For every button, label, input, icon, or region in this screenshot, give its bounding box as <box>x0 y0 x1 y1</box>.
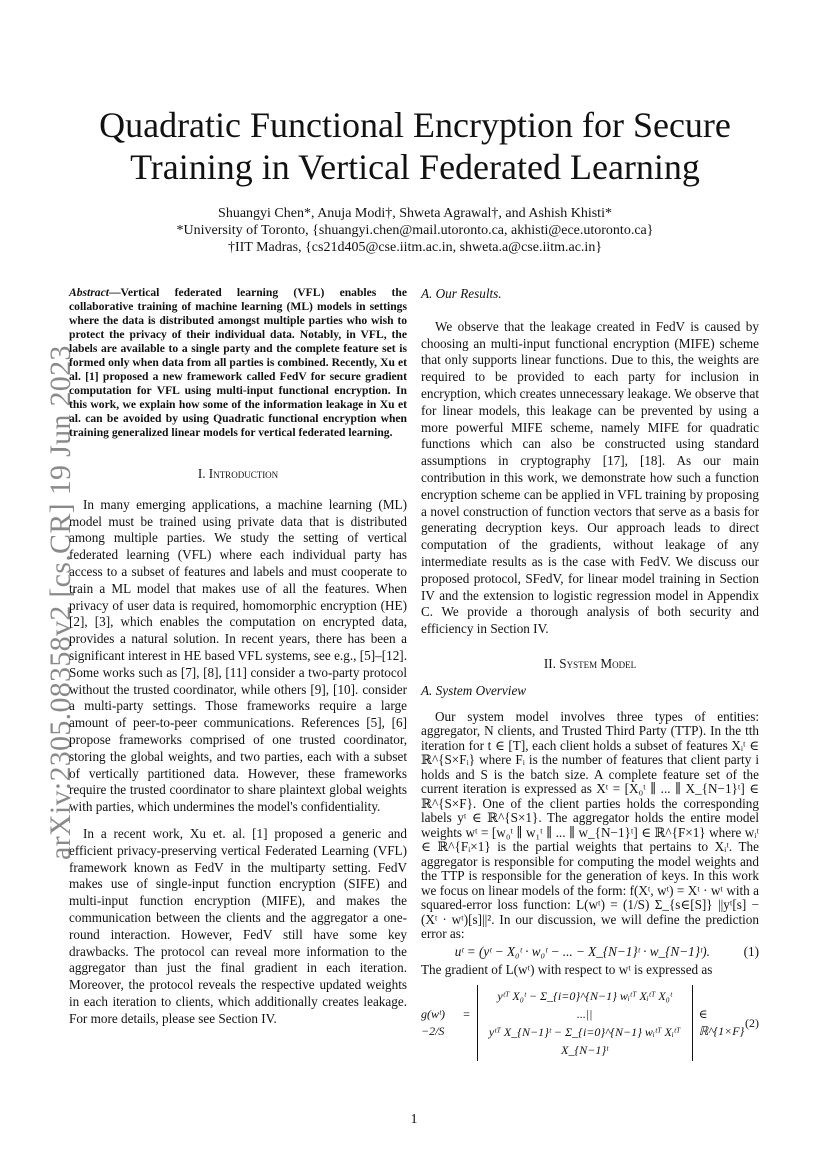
subsection-system-overview-heading: A. System Overview <box>421 682 527 698</box>
right-column <box>421 286 759 1061</box>
authors-line: Shuangyi Chen*, Anuja Modi†, Shweta Agrawal†, and Ashish Khisti* <box>218 206 612 221</box>
equation-1-body: uᵗ = (yᵗ − X₀ᵗ · w₀ᵗ − ... − X_{N−1}ᵗ · w_{N−1}ᵗ). <box>454 943 710 959</box>
intro-paragraph-2: In a recent work, Xu et. al. [1] proposed a generic and efficient privacy-preserving vertical Federated Learning (VFL) framework known as FedV in the multiparty setting. FedV makes use of single-input function encryption (SIFE) and multi-input function encryption (MIFE), and makes the communication between the clients and the aggregator a one-round interaction. However, FedV still have some key drawbacks. The protocol can reveal more information to the aggregator than just the final gradient in each iteration. Moreover, the protocol reveals the respective updated weights in each iteration to clients, which additionally creates leakage. For more details, please see Section IV. <box>69 825 407 1026</box>
section-introduction-heading: I. Introduction <box>197 466 279 481</box>
equation-2-row-2: ...|| <box>576 1007 593 1022</box>
subsection-our-results-heading: A. Our Results. <box>421 286 502 301</box>
left-column <box>69 286 407 1028</box>
system-overview-paragraph: Our system model involves three types of entities: aggregator, N clients, and Trusted Third Party (TTP). In the tth iteration for t ∈ [T], each client holds a subset of features Xᵢᵗ ∈ ℝ^{S×Fᵢ} where Fᵢ is the number of features that client party i holds and S is the batch size. A complete feature set of the current iteration is expressed as Xᵗ = [X₀ᵗ ∥ ... ∥ X_{N−1}ᵗ] ∈ ℝ^{S×F}. One of the client parties holds the corresponding labels yᵗ ∈ ℝ^{S×1}. The aggregator holds the entire model weights wᵗ = [w₀ᵗ ∥ w₁ᵗ ∥ ... ∥ w_{N−1}ᵗ] ∈ ℝ^{F×1} where wᵢᵗ ∈ ℝ^{Fᵢ×1} is the partial weights that pertains to Xᵢᵗ. The aggregator is responsible for computing the model weights and the TTP is responsible for the generation of keys. In this work we focus on linear models of the form: f(Xᵗ, wᵗ) = Xᵗ · wᵗ with a squared-error loss function: L(wᵗ) = (1/S) Σ_{s∈[S]} ||yᵗ[s] − (Xᵗ · wᵗ)[s]||². In our discussion, we will define the prediction error as: <box>421 708 759 942</box>
intro-paragraph-1: In many emerging applications, a machine learning (ML) model must be trained using private data that is distributed among multiple parties. We study the setting of vertical federated learning (VFL) where each individual party has access to a subset of features and labels and must cooperate to train a ML model that makes use of all the features. When privacy of user data is required, homomorphic encryption (HE) [2], [3], which enables the computation on encrypted data, provides a natural solution. In recent years, there has been a significant interest in HE based VFL systems, see e.g., [5]–[12]. Some works such as [7], [8], [11] consider a two-party protocol without the trusted coordinator, while others [9], [10]. consider a multi-party settings. Those frameworks require a large amount of peer-to-peer communications. References [5], [6] propose frameworks comprised of one trusted coordinator, storing the global weights, and two parties, each with a subset of vertically partitioned data. However, these frameworks require the trusted coordinator to share plaintext global weights with parties, which undermines the model's confidentiality. <box>69 496 407 815</box>
arxiv-stamp-text: arXiv:2305.08358v2 [cs.CR] 19 Jun 2023 <box>44 345 77 860</box>
gradient-sentence: The gradient of L(wᵗ) with respect to wᵗ is expressed as <box>421 962 713 978</box>
equation-1-number: (1) <box>743 943 759 959</box>
abstract-label: Abstract <box>69 286 109 299</box>
abstract <box>69 286 407 440</box>
affiliation-toronto: *University of Toronto, {shuangyi.chen@mail.utoronto.ca, akhisti@ece.utoronto.ca} <box>176 223 654 238</box>
equation-2-row-1: yᵗᵀ X₀ᵗ − Σ_{i=0}^{N−1} wᵢᵗᵀ Xᵢᵗᵀ X₀ᵗ <box>497 989 672 1004</box>
equation-2-number: (2) <box>745 1015 759 1030</box>
equation-2-lhs: g(wᵗ) = −2/S <box>421 1007 471 1039</box>
author-block <box>60 205 770 256</box>
abstract-text: —Vertical federated learning (VFL) enables the collaborative training of machine learning (ML) models in settings where the data is distributed amongst multiple parties who wish to protect the privacy of their individual data. Notably, in VFL, the labels are available to a single party and the complete feature set is formed only when data from all parties is combined. Recently, Xu et al. [1] proposed a new framework called FedV for secure gradient computation for VFL using multi-input functional encryption. In this work, we explain how some of the information leakage in Xu et al. can be avoided by using Quadratic functional encryption when training generalized linear models for vertical federated learning. <box>69 286 407 439</box>
arxiv-stamp <box>10 345 77 860</box>
equation-1 <box>421 944 759 961</box>
equation-2-matrix <box>477 985 693 1061</box>
equation-2 <box>421 985 759 1061</box>
equation-2-row-3: yᵗᵀ X_{N−1}ᵗ − Σ_{i=0}^{N−1} wᵢᵗᵀ Xᵢᵗᵀ X_{N−1}ᵗ <box>488 1025 681 1058</box>
paper-title: Quadratic Functional Encryption for Secure Training in Vertical Federated Learning <box>99 105 731 187</box>
equation-2-rhs: ∈ ℝ^{1×F} <box>698 1007 745 1039</box>
page-number: 1 <box>410 1112 418 1127</box>
affiliation-iitm: †IIT Madras, {cs21d405@cse.iitm.ac.in, shweta.a@cse.iitm.ac.in} <box>227 240 603 255</box>
section-system-model-heading: II. System Model <box>543 655 637 671</box>
results-paragraph: We observe that the leakage created in FedV is caused by choosing an multi-input functional encryption (MIFE) scheme that only supports linear functions. Due to this, the weights are required to be provided to each party for inclusion in encryption, which creates unnecessary leakage. We observe that for linear models, this leakage can be prevented by using a more powerful MIFE scheme, namely MIFE for quadratic functions which can also be constructed using standard assumptions in cryptography [17], [18]. As our main contribution in this work, we demonstrate how such a function encryption scheme can be applied in VFL training by proposing a novel construction of function vectors that serve as a basis for generating decryption keys. Our approach leads to direct computation of the gradients, without leakage of any intermediate results as is the case with FedV. We discuss our proposed protocol, SFedV, for linear model training in Section IV and the extension to logistic regression model in Appendix C. We provide a thorough analysis of both security and efficiency in Section IV. <box>421 318 759 637</box>
